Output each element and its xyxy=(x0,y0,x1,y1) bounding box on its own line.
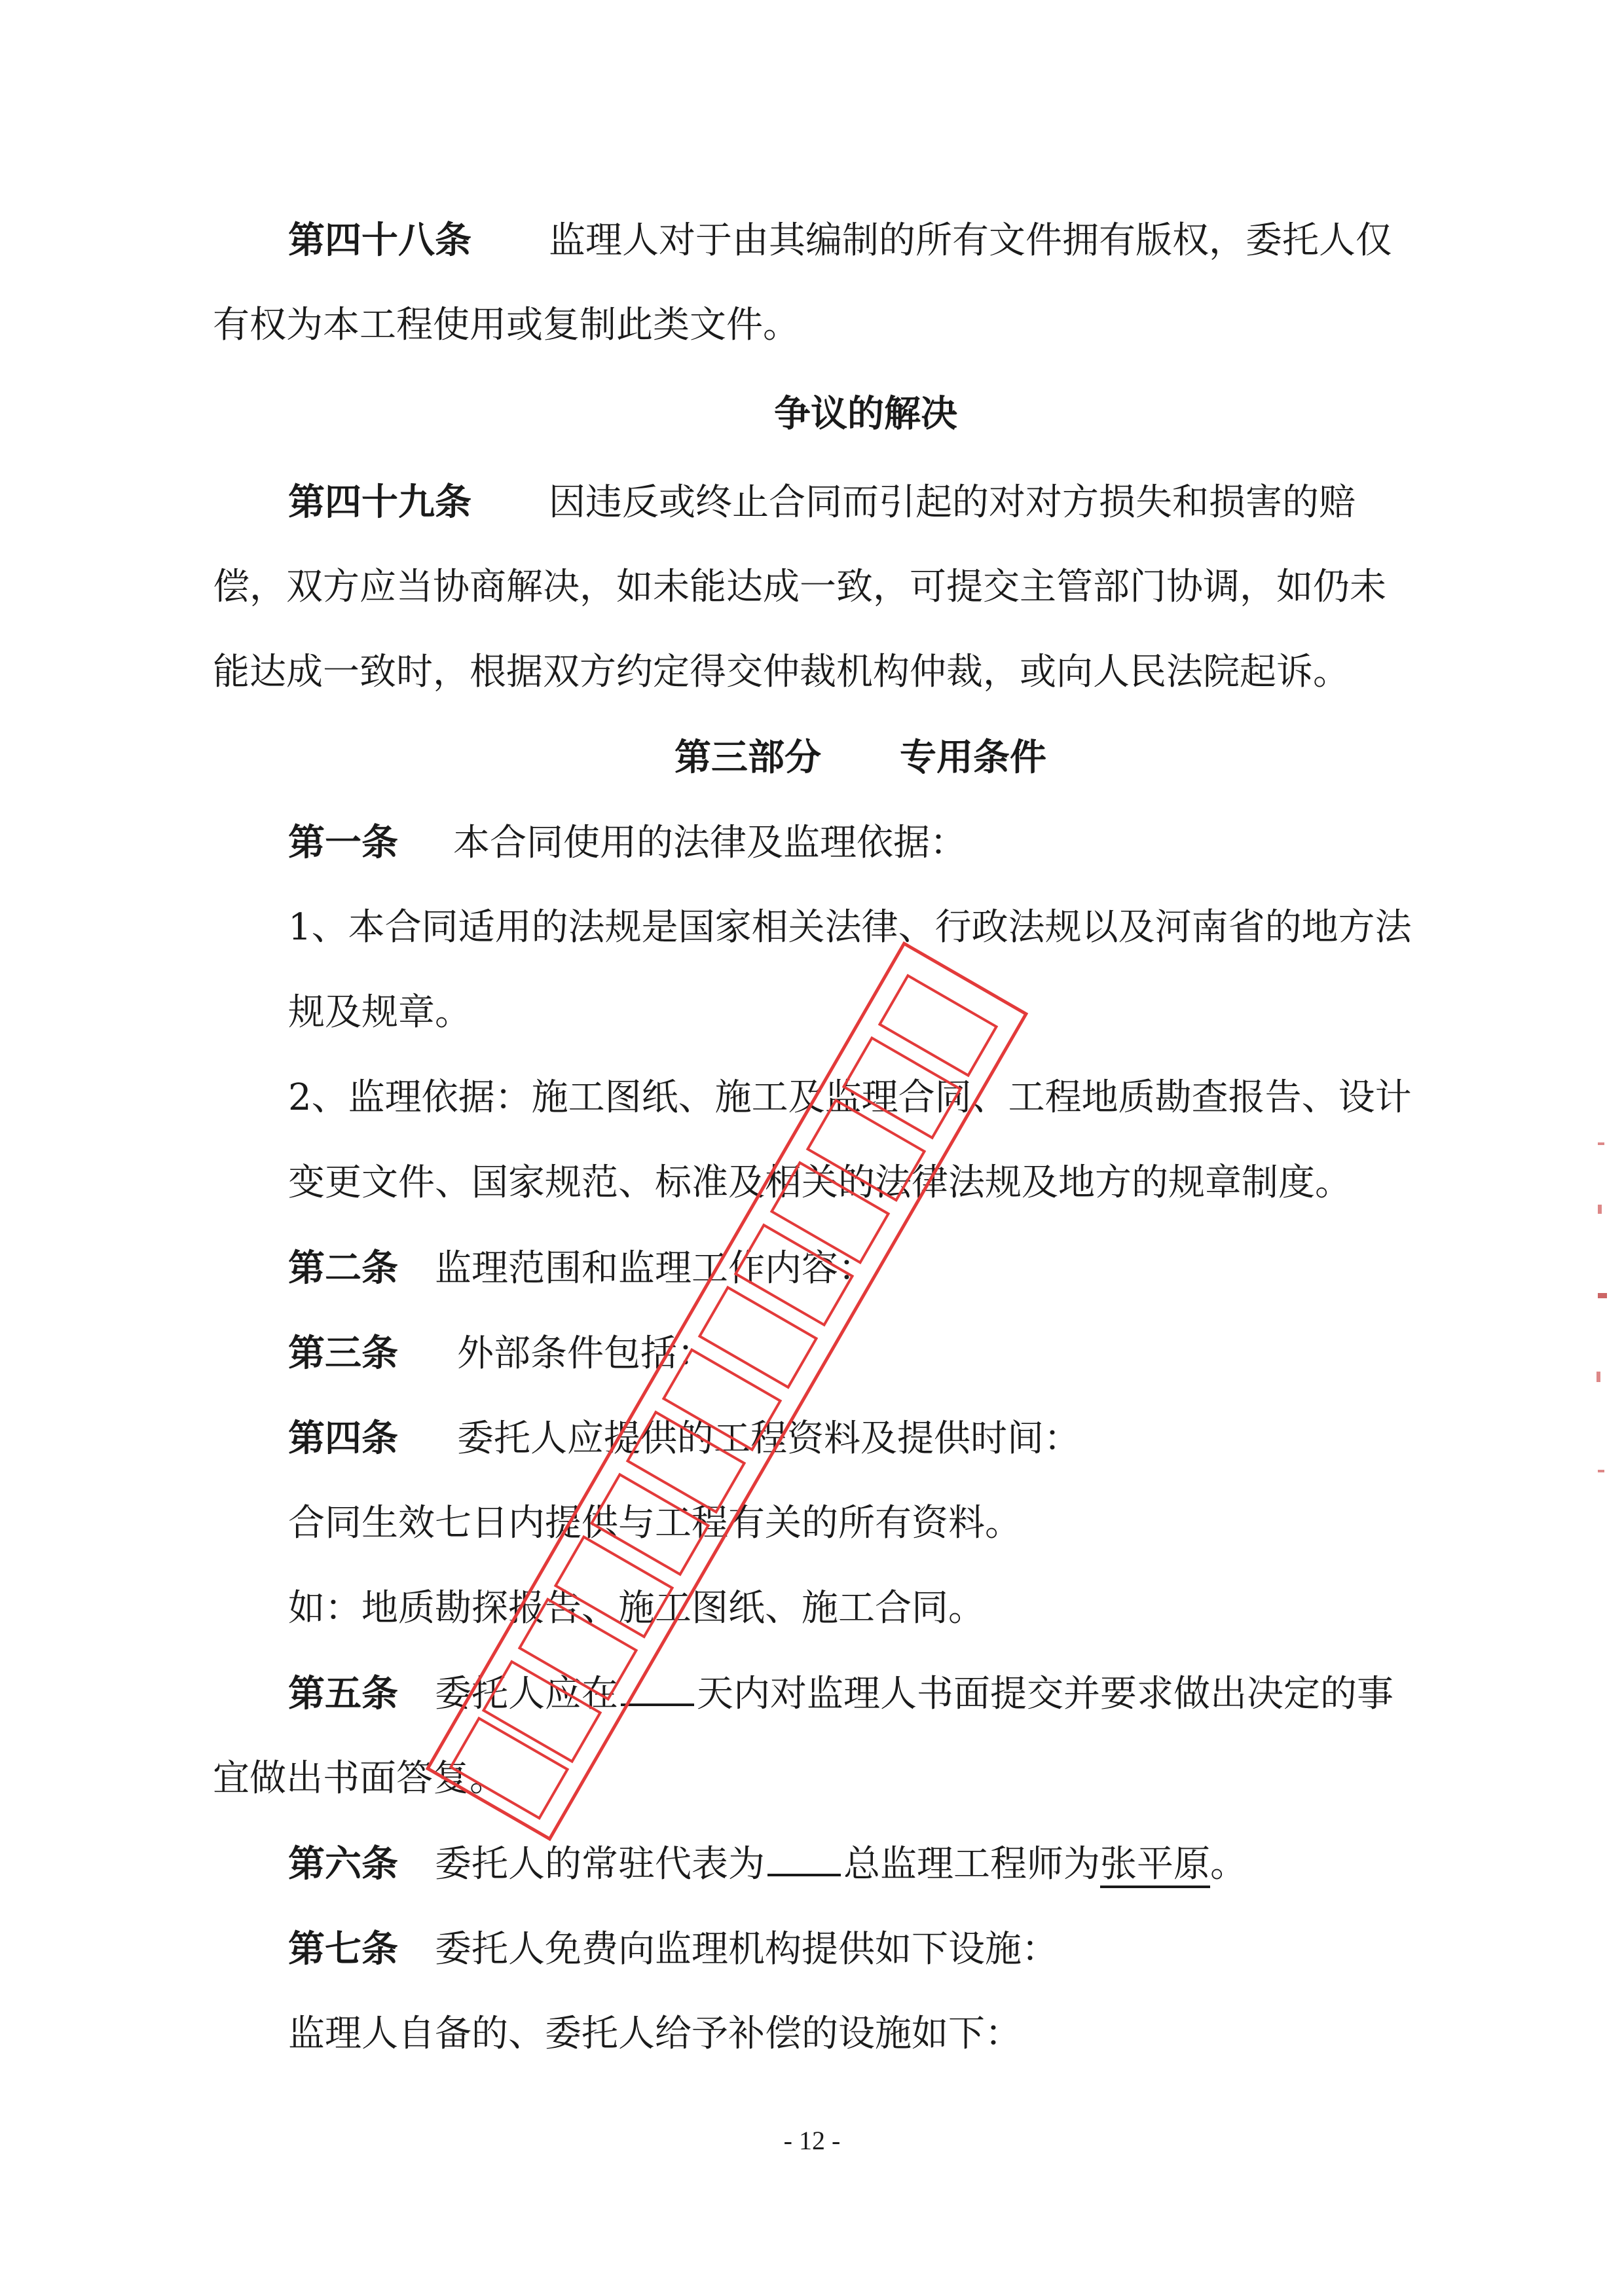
clause-6-title: 第六条 xyxy=(288,1842,398,1886)
clause-3-text: 外部条件包括： xyxy=(457,1332,714,1375)
part-3-heading-right: 专用条件 xyxy=(900,736,1046,779)
scan-speck xyxy=(1596,1372,1600,1382)
clause-6-text-mid: 总监理工程师为 xyxy=(843,1843,1100,1886)
clause-6-text-pre: 委托人的常驻代表为 xyxy=(435,1843,765,1886)
clause-1-item-2-line-1: 2、监理依据：施工图纸、施工及监理合同、工程地质勘查报告、设计 xyxy=(288,1076,1412,1119)
clause-3-title: 第三条 xyxy=(288,1332,398,1375)
article-49-text: 因违反或终止合同而引起的对对方损失和损害的赔 xyxy=(549,481,1356,524)
clause-4-line-2: 合同生效七日内提供与工程有关的所有资料。 xyxy=(288,1502,1022,1544)
article-48-line-1 xyxy=(288,217,1392,264)
clause-7 xyxy=(288,1926,1058,1973)
scan-speck xyxy=(1598,1470,1604,1472)
clause-5-text-post: 天内对监理人书面提交并要求做出决定的事 xyxy=(697,1673,1393,1715)
clause-7-text: 委托人免费向监理机构提供如下设施： xyxy=(435,1928,1058,1971)
clause-4-line-3: 如：地质勘探报告、施工图纸、施工合同。 xyxy=(288,1587,985,1630)
scan-speck xyxy=(1598,1205,1602,1214)
article-48-line-2: 有权为本工程使用或复制此类文件。 xyxy=(213,304,800,346)
clause-5-title: 第五条 xyxy=(288,1672,398,1715)
clause-6 xyxy=(288,1841,1247,1887)
article-49-line-1 xyxy=(288,479,1356,526)
clause-7-line-2: 监理人自备的、委托人给予补偿的设施如下： xyxy=(288,2013,1022,2055)
clause-1-item-1-line-2: 规及规章。 xyxy=(288,991,471,1034)
clause-5 xyxy=(288,1671,1393,1717)
article-48-text: 监理人对于由其编制的所有文件拥有版权，委托人仅 xyxy=(549,219,1392,262)
clause-7-title: 第七条 xyxy=(288,1927,398,1971)
clause-1-item-2-line-2: 变更文件、国家规范、标准及相关的法律法规及地方的规章制度。 xyxy=(288,1161,1352,1204)
chief-engineer-name: 张平原 xyxy=(1100,1843,1210,1888)
clause-4-title: 第四条 xyxy=(288,1417,398,1460)
part-3-heading-left: 第三部分 xyxy=(674,736,821,779)
clause-1-title: 第一条 xyxy=(288,821,398,864)
article-48-title: 第四十八条 xyxy=(288,219,471,262)
scan-speck xyxy=(1598,1293,1607,1298)
section-heading-dispute: 争议的解决 xyxy=(774,392,957,435)
clause-2-text: 监理范围和监理工作内容： xyxy=(435,1247,875,1290)
clause-3 xyxy=(288,1330,714,1377)
clause-5-text-pre: 委托人应在 xyxy=(435,1673,618,1715)
clause-5-line-2: 宜做出书面答复。 xyxy=(213,1757,506,1800)
article-49-line-2: 偿，双方应当协商解决，如未能达成一致，可提交主管部门协调，如仍未 xyxy=(213,566,1386,608)
article-49-title: 第四十九条 xyxy=(288,481,471,524)
clause-1-text: 本合同使用的法律及监理依据： xyxy=(453,822,967,864)
clause-4-text: 委托人应提供的工程资料及提供时间： xyxy=(457,1417,1080,1460)
part-3-heading xyxy=(674,735,1046,780)
scan-speck xyxy=(1598,1142,1604,1145)
clause-1 xyxy=(288,820,967,866)
page-number: - 12 - xyxy=(783,2126,841,2155)
clause-2-title: 第二条 xyxy=(288,1247,398,1290)
clause-6-blank xyxy=(767,1842,841,1876)
clause-6-text-end: 。 xyxy=(1210,1843,1247,1886)
clause-1-item-1-line-1: 1、本合同适用的法规是国家相关法律、行政法规以及河南省的地方法 xyxy=(288,906,1412,949)
article-49-line-3: 能达成一致时，根据双方约定得交仲裁机构仲裁，或向人民法院起诉。 xyxy=(213,651,1350,693)
